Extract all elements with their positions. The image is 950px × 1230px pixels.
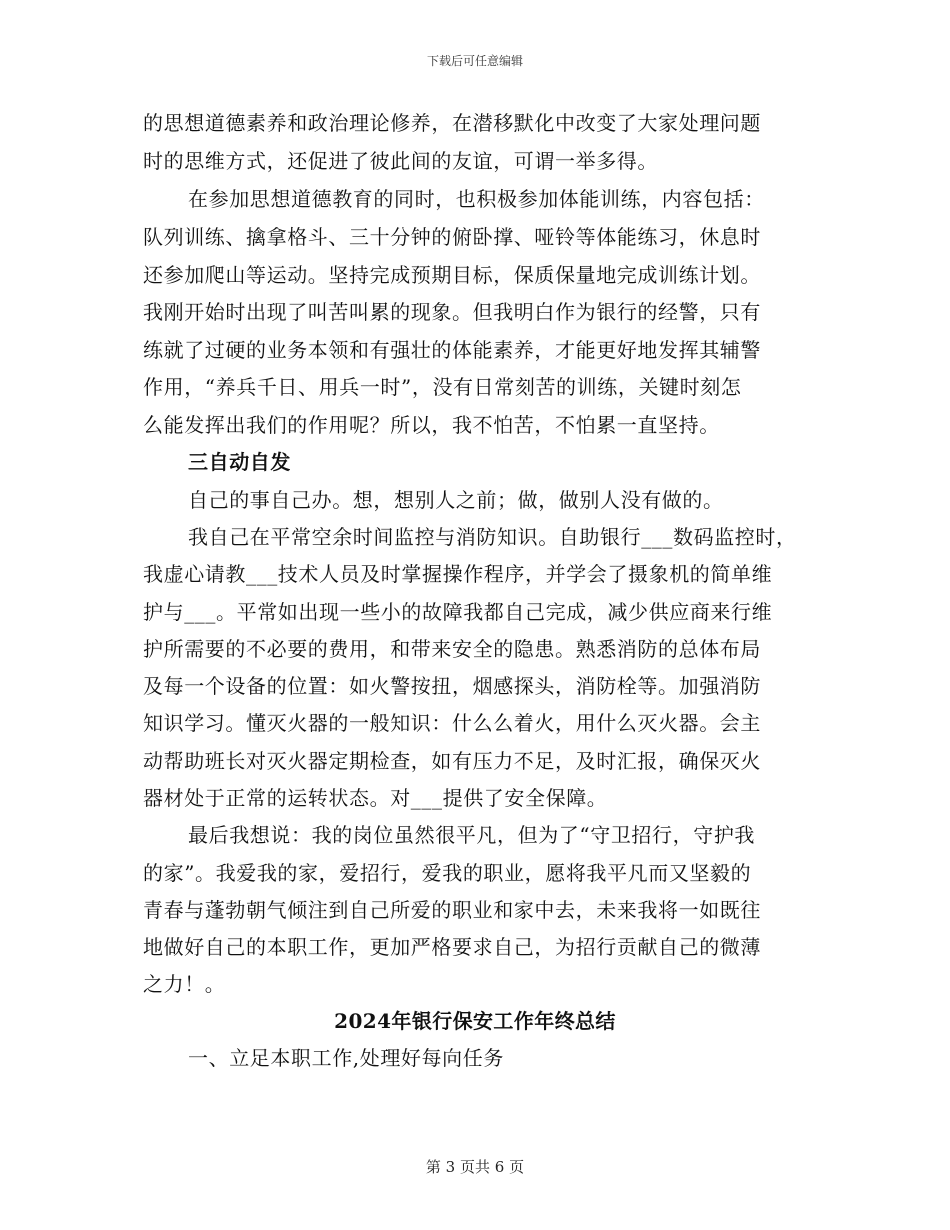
paragraph-line: 护所需要的不必要的费用，和带来安全的隐患。熟悉消防的总体布局 bbox=[143, 637, 761, 661]
page-header: 下载后可任意编辑 bbox=[426, 54, 523, 68]
paragraph-line: 我虚心请教___技术人员及时掌握操作程序，并学会了摄象机的简单维 bbox=[143, 562, 773, 586]
paragraph-line: 还参加爬山等运动。坚持完成预期目标，保质保量地完成训练计划。 bbox=[143, 263, 761, 287]
paragraph-line: 及每一个设备的位置：如火警按扭，烟感探头，消防栓等。加强消防 bbox=[143, 674, 761, 698]
paragraph-line: 自己的事自己办。想，想别人之前；做，做别人没有做的。 bbox=[188, 488, 724, 512]
paragraph-line: 我刚开始时出现了叫苦叫累的现象。但我明白作为银行的经警，只有 bbox=[143, 300, 761, 324]
paragraph-line: 青春与蓬勃朝气倾注到自己所爱的职业和家中去，未来我将一如既往 bbox=[143, 898, 761, 922]
paragraph-line: 的思想道德素养和政治理论修养，在潜移默化中改变了大家处理问题 bbox=[143, 111, 761, 135]
paragraph-line: 之力！。 bbox=[143, 972, 226, 996]
paragraph-line: 练就了过硬的业务本领和有强壮的体能素养，才能更好地发挥其辅警 bbox=[143, 338, 761, 362]
paragraph-line: 动帮助班长对灭火器定期检查，如有压力不足，及时汇报，确保灭火 bbox=[143, 749, 761, 773]
paragraph-line: 最后我想说：我的岗位虽然很平凡，但为了“守卫招行，守护我 bbox=[188, 823, 756, 847]
page-footer: 第 3 页共 6 页 bbox=[425, 1158, 525, 1176]
paragraph-line: 作用，“养兵千日、用兵一时”，没有日常刻苦的训练，关键时刻怎 bbox=[143, 375, 742, 399]
paragraph-line: 器材处于正常的运转状态。对___提供了安全保障。 bbox=[143, 786, 608, 810]
paragraph-line: 么能发挥出我们的作用呢？所以，我不怕苦，不怕累一直坚持。 bbox=[143, 413, 720, 437]
paragraph-line: 的家”。我爱我的家，爱招行，爱我的职业，愿将我平凡而又坚毅的 bbox=[143, 861, 752, 885]
paragraph-line: 知识学习。懂灭火器的一般知识：什么么着火，用什么灭火器。会主 bbox=[143, 711, 761, 735]
paragraph-line: 护与___。平常如出现一些小的故障我都自己完成，减少供应商来行维 bbox=[143, 600, 773, 624]
document-title: 2024年银行保安工作年终总结 bbox=[334, 1009, 616, 1033]
subheading: 一、立足本职工作,处理好每向任务 bbox=[188, 1046, 504, 1070]
paragraph-line: 地做好自己的本职工作，更加严格要求自己，为招行贡献自己的微薄 bbox=[143, 935, 761, 959]
paragraph-line: 在参加思想道德教育的同时，也积极参加体能训练，内容包括： bbox=[188, 187, 765, 211]
paragraph-line: 我自己在平常空余时间监控与消防知识。自助银行___数码监控时， bbox=[188, 525, 797, 549]
paragraph-line: 时的思维方式，还促进了彼此间的友谊，可谓一举多得。 bbox=[143, 149, 658, 173]
section-heading: 三自动自发 bbox=[188, 450, 291, 474]
paragraph-line: 队列训练、擒拿格斗、三十分钟的俯卧撑、哑铃等体能练习，休息时 bbox=[143, 225, 761, 249]
